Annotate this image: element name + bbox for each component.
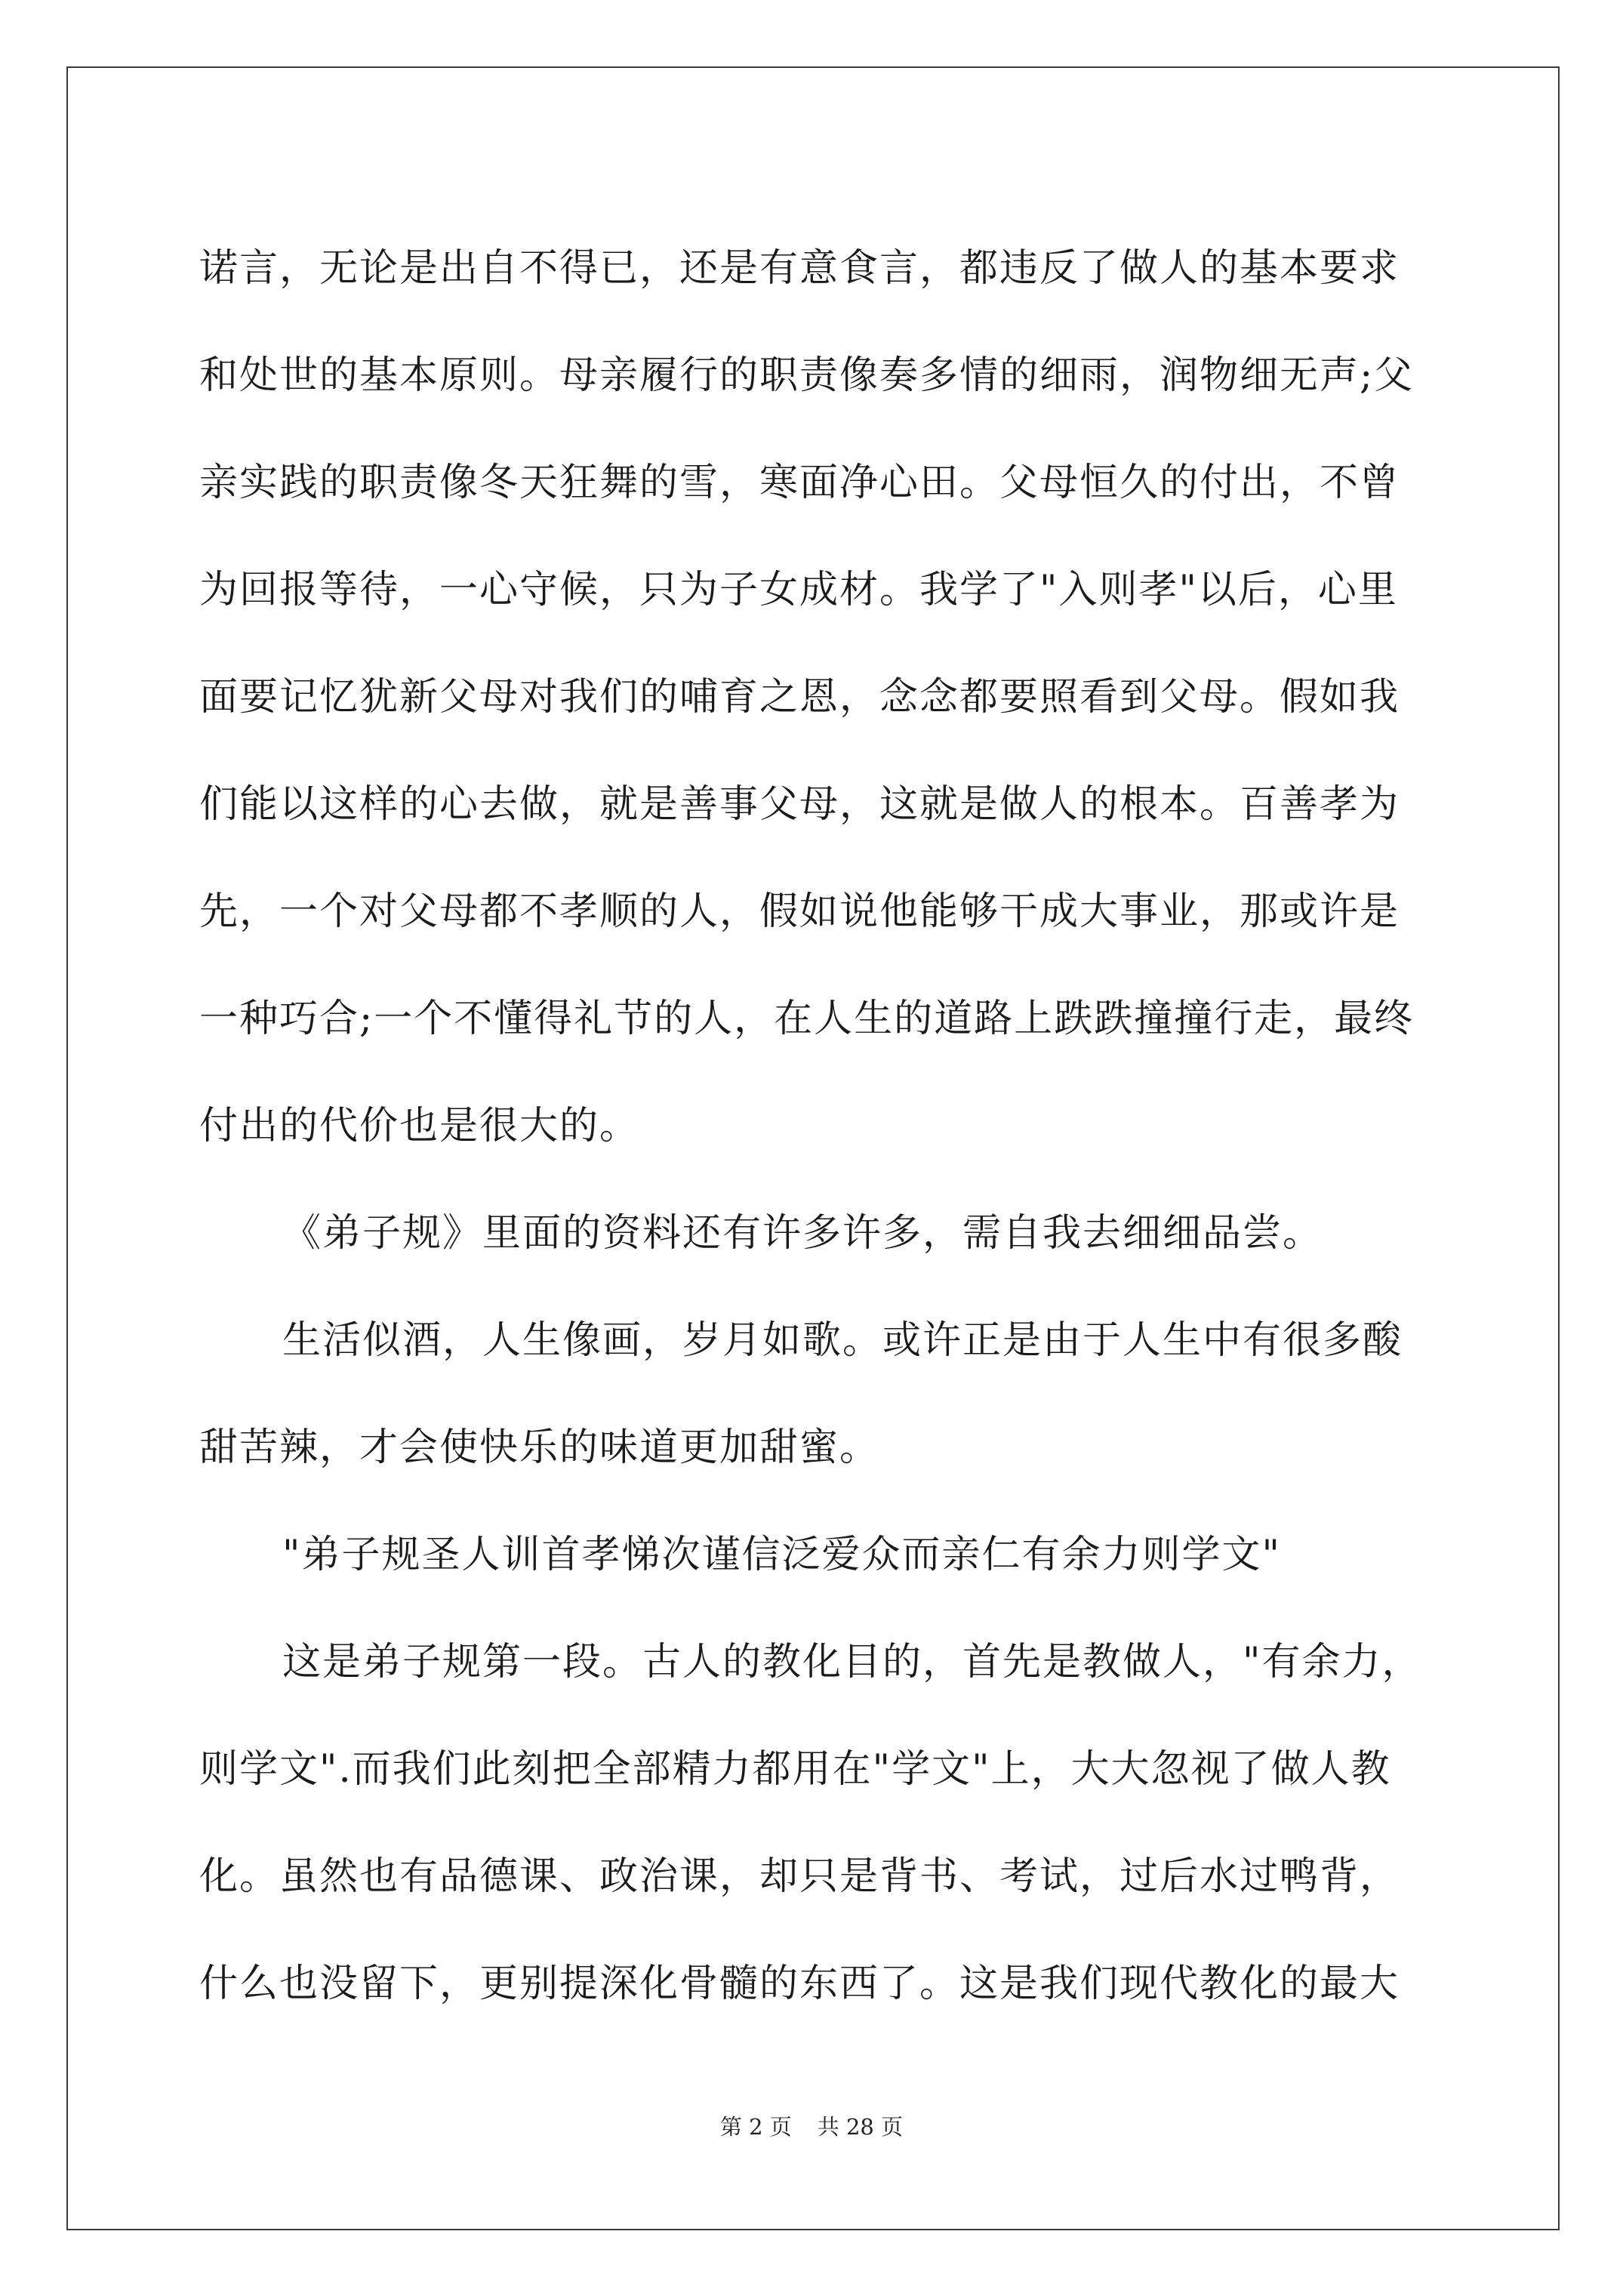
page-number: 第 2 页 (719, 2114, 792, 2140)
page-footer (0, 2110, 1623, 2141)
paragraph-start-line: "弟子规圣人训首孝悌次谨信泛爱众而亲仁有余力则学文" (282, 1533, 1281, 1577)
text-line: 付出的代价也是很大的。 (199, 1104, 640, 1148)
text-line: 为回报等待，一心守候，只为子女成材。我学了"入则孝"以后，心里 (199, 568, 1398, 612)
document-body (199, 215, 1437, 2038)
text-line: 和处世的基本原则。母亲履行的职责像奏多情的细雨，润物细无声;父 (199, 353, 1415, 398)
text-line: 一种巧合;一个不懂得礼节的人，在人生的道路上跌跌撞撞行走，最终 (199, 997, 1415, 1041)
text-line: 什么也没留下，更别提深化骨髓的东西了。这是我们现代教化的最大 (199, 1962, 1400, 2006)
text-line: 先，一个对父母都不孝顺的人，假如说他能够干成大事业，那或许是 (199, 889, 1400, 934)
text-line: 则学文".而我们此刻把全部精力都用在"学文"上，大大忽视了做人教 (199, 1747, 1391, 1792)
page-total: 共 28 页 (817, 2114, 904, 2140)
text-line: 甜苦辣，才会使快乐的味道更加甜蜜。 (199, 1425, 880, 1470)
text-line: 们能以这样的心去做，就是善事父母，这就是做人的根本。百善孝为 (199, 782, 1400, 827)
paragraph-start-line: 生活似酒，人生像画，岁月如歌。或许正是由于人生中有很多酸 (282, 1318, 1403, 1363)
text-line: 面要记忆犹新父母对我们的哺育之恩，念念都要照看到父母。假如我 (199, 675, 1400, 720)
text-line: 化。虽然也有品德课、政治课，却只是背书、考试，过后水过鸭背， (199, 1854, 1400, 1899)
paragraph-start-line: 《弟子规》里面的资料还有许多许多，需自我去细细品尝。 (282, 1211, 1323, 1256)
text-line: 诺言，无论是出自不得已，还是有意食言，都违反了做人的基本要求 (199, 246, 1400, 291)
text-line: 亲实践的职责像冬天狂舞的雪，寒面净心田。父母恒久的付出，不曾 (199, 461, 1400, 505)
paragraph-start-line: 这是弟子规第一段。古人的教化目的，首先是教做人，"有余力， (282, 1640, 1422, 1684)
